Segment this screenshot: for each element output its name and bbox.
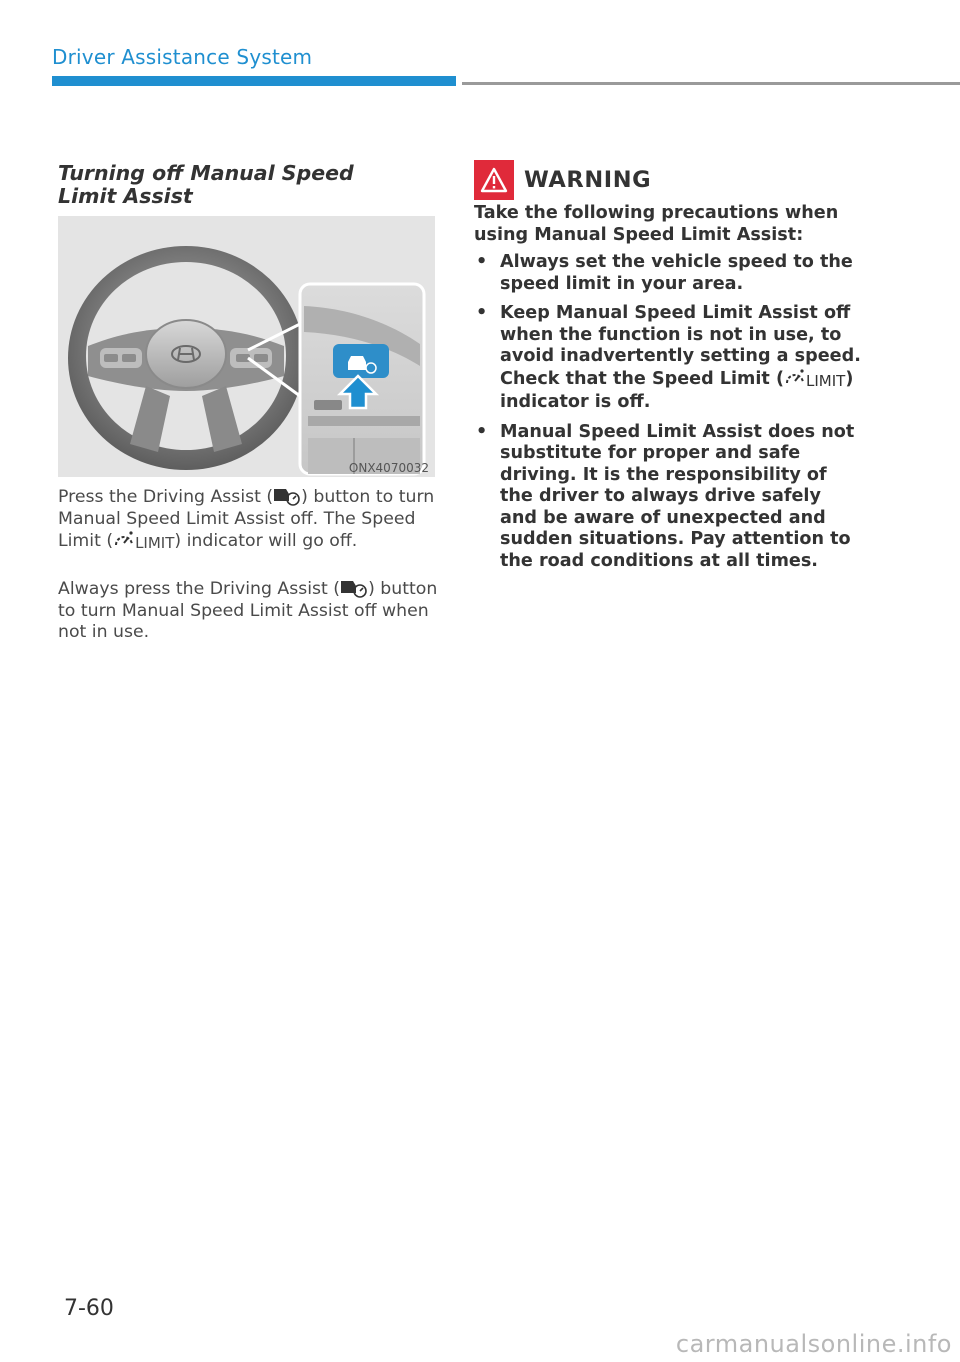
paragraph-text: Press the Driving Assist ( <box>58 487 274 507</box>
warning-triangle-icon <box>480 167 508 193</box>
header-rule <box>462 82 960 85</box>
bullet: • <box>476 421 488 442</box>
limit-label: LIMIT <box>806 371 846 390</box>
paragraph-text: ) indicator will go off. <box>174 531 358 551</box>
warning-item-text: Always set the vehicle speed to the speed limit in your area. <box>500 252 853 294</box>
paragraph-text: Always press the Driving Assist ( <box>58 579 341 599</box>
header-accent-bar <box>52 76 456 86</box>
steering-wheel-illustration <box>58 216 435 477</box>
header-section-title: Driver Assistance System <box>52 45 313 69</box>
warning-badge <box>474 160 514 200</box>
speed-limit-icon <box>113 530 135 550</box>
page-number: 7-60 <box>64 1296 114 1321</box>
warning-item-text: Keep Manual Speed Limit Assist off when the function is not in use, to avoid inadvertently setting a speed. Check that the Speed Limit ( <box>500 303 861 389</box>
bullet: • <box>476 303 488 323</box>
figure-code: ONX4070032 <box>348 461 429 475</box>
warning-header <box>474 160 651 200</box>
driving-assist-icon <box>273 486 301 506</box>
warning-item-text: Manual Speed Limit Assist does not substitute for proper and safe driving. It is the responsibility of the driver to always drive safely and be aware of unexpected and sudden situations. Pay attention to the road conditions at all times. <box>500 421 855 571</box>
body-paragraph-1 <box>58 486 438 555</box>
steering-wheel-figure <box>58 216 435 477</box>
bullet: • <box>476 252 488 272</box>
warning-intro: Take the following precautions when using Manual Speed Limit Assist: <box>474 203 839 245</box>
warning-list <box>474 252 864 580</box>
paragraph-text: ) button to turn Manual Speed Limit Assist off when not in use. <box>58 579 438 642</box>
body-paragraph-2 <box>58 578 438 644</box>
section-title: Turning off Manual Speed Limit Assist <box>58 161 354 208</box>
watermark: carmanualsonline.info <box>675 1330 952 1358</box>
paragraph-text: ) button to turn Manual Speed Limit Assist off. The Speed Limit ( <box>58 487 435 551</box>
warning-item-text: ) indicator is off. <box>500 368 854 412</box>
driving-assist-icon <box>340 578 368 598</box>
limit-label: LIMIT <box>135 534 175 552</box>
warning-title: WARNING <box>524 167 652 193</box>
warning-item <box>474 252 864 295</box>
speed-limit-icon <box>784 368 806 388</box>
warning-item <box>474 422 864 573</box>
warning-item <box>474 303 864 414</box>
